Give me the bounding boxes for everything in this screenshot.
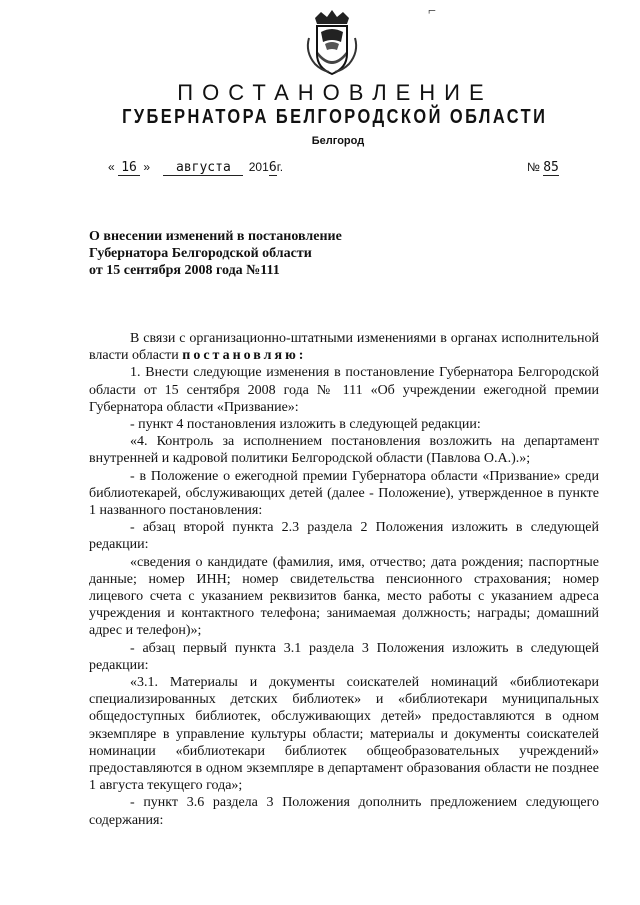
issuer-title: ГУБЕРНАТОРА БЕЛГОРОДСКОЙ ОБЛАСТИ — [122, 106, 548, 128]
paragraph — [89, 330, 599, 364]
date-year-prefix: 201 — [248, 160, 269, 174]
date-year-suffix: г. — [276, 160, 284, 174]
subject-line: Губернатора Белгородской области — [89, 246, 312, 261]
paragraph: - пункт 3.6 раздела 3 Положения дополнить предложением следующего содержания: — [89, 795, 599, 828]
document-number — [527, 160, 559, 175]
date-close-quote: » — [143, 160, 151, 174]
date-day: 16 — [118, 160, 140, 176]
subject-line: от 15 сентября 2008 года №111 — [89, 263, 280, 278]
paragraph: «3.1. Материалы и документы соискателей номинаций «библиотекари специализированных детских библиотек» и «библиотекари муниципальных общедоступных библиотек, обслуживающих детей» предоставляются в одном экземпляре в управление культуры области; материалы и документы соискателей номинации «библиотекари библиотек общеобразовательных учреждений» предоставляются в одном экземпляре в департамент образования области не позднее 1 августа текущего года»; — [89, 675, 599, 794]
paragraph: 1. Внести следующие изменения в постановление Губернатора Белгородской области от 15 сентября 2008 года № 111 «Об учреждении ежегодной премии Губернатора области «Призвание»: — [89, 365, 599, 415]
document-body — [89, 330, 599, 829]
date-year-digit: 6 — [268, 160, 277, 175]
paragraph: - абзац первый пункта 3.1 раздела 3 Положения изложить в следующей редакции: — [89, 640, 599, 673]
paragraph: «4. Контроль за исполнением постановления возложить на департамент внутренней и кадровой политики Белгородской области (Павлова О.А.).»; — [89, 434, 599, 467]
number-value: 85 — [543, 160, 559, 175]
paragraph: - в Положение о ежегодной премии Губернатора области «Призвание» среди библиотекарей, обслуживающих детей (далее - Положение), утвержденное в пункте 1 названного постановления: — [89, 468, 599, 519]
paragraph: - абзац второй пункта 2.3 раздела 2 Положения изложить в следующей редакции: — [89, 520, 599, 553]
paragraph-text: В связи с организационно-штатными изменениями в органах исполнительной власти области — [89, 331, 599, 364]
resolution-keyword: постановляю: — [182, 348, 307, 364]
paragraph: «сведения о кандидате (фамилия, имя, отчество; дата рождения; паспортные данные; номер ИНН; номер свидетельства пенсионного страхования; номер лицевого счета с указанием реквизитов банка, место работы с указанием адреса учреждения и контактного телефона; занимаемая должность; награды; домашний адрес и телефон)»; — [89, 554, 599, 639]
paragraph: - пункт 4 постановления изложить в следующей редакции: — [130, 417, 481, 433]
number-label: № — [527, 160, 540, 174]
pen-mark: ⌐ — [428, 4, 436, 19]
date-open-quote: « — [108, 160, 115, 174]
document-type-title: ПОСТАНОВЛЕНИЕ — [177, 80, 493, 105]
date-line — [108, 160, 283, 176]
document-subject — [89, 228, 342, 279]
city-label: Белгород — [311, 135, 365, 147]
coat-of-arms-icon — [301, 8, 363, 78]
date-month: августа — [163, 160, 243, 176]
subject-line: О внесении изменений в постановление — [89, 229, 342, 244]
